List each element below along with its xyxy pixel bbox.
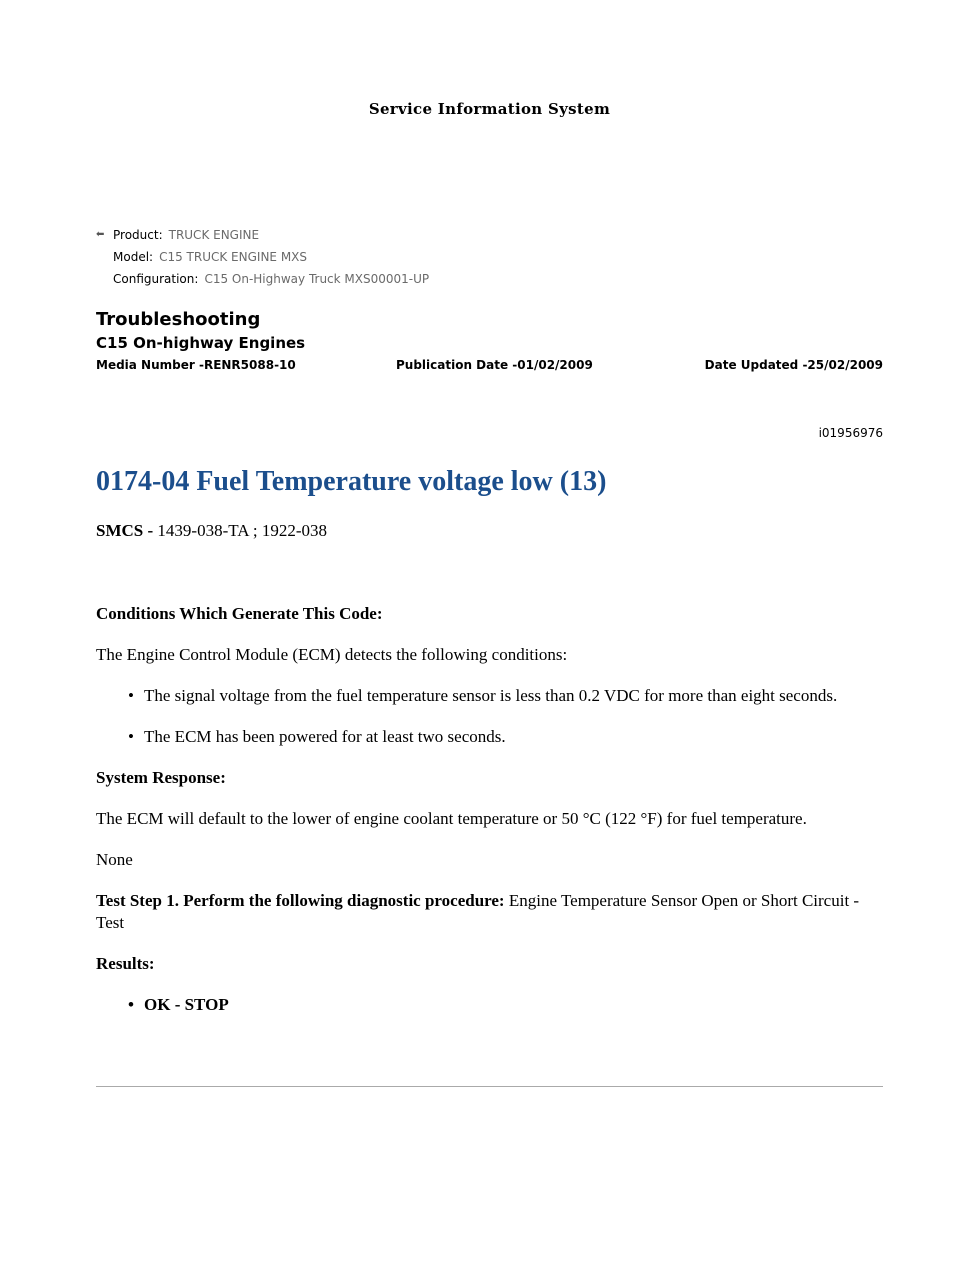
article-content bbox=[96, 462, 883, 1016]
article-heading: 0174-04 Fuel Temperature voltage low (13) bbox=[96, 466, 607, 497]
none-text: None bbox=[96, 850, 133, 869]
response-heading: System Response: bbox=[96, 768, 226, 787]
results-list bbox=[96, 994, 883, 1016]
smcs-value: 1439-038-TA ; 1922-038 bbox=[153, 521, 327, 540]
list-item: • OK - STOP bbox=[144, 994, 883, 1016]
smcs-label: SMCS - bbox=[96, 521, 154, 540]
document-title: Troubleshooting bbox=[96, 309, 261, 330]
test-step-label: Test Step 1. Perform the following diagnostic procedure: bbox=[96, 891, 505, 910]
smcs-line bbox=[96, 520, 883, 542]
divider bbox=[96, 1086, 883, 1087]
model-value: C15 TRUCK ENGINE MXS bbox=[159, 250, 308, 264]
configuration-value: C15 On-Highway Truck MXS00001-UP bbox=[204, 272, 430, 286]
document-id: i01956976 bbox=[818, 426, 883, 440]
list-item: • The signal voltage from the fuel temperature sensor is less than 0.2 VDC for more than eight seconds. bbox=[144, 685, 883, 707]
document-subtitle: C15 On-highway Engines bbox=[96, 334, 306, 352]
product-label: Product: bbox=[113, 228, 163, 242]
media-number: Media Number -RENR5088-10 bbox=[96, 358, 296, 372]
breadcrumb bbox=[96, 224, 429, 290]
model-row bbox=[96, 246, 429, 268]
publication-date: Publication Date -01/02/2009 bbox=[396, 358, 593, 372]
list-item: • The ECM has been powered for at least two seconds. bbox=[144, 726, 883, 748]
back-arrow-icon[interactable]: ⬅︎ bbox=[96, 229, 105, 240]
results-heading: Results: bbox=[96, 954, 155, 973]
date-updated: Date Updated -25/02/2009 bbox=[704, 358, 883, 372]
product-row bbox=[96, 224, 429, 246]
test-step-link[interactable]: Engine Temperature Sensor Open or Short Circuit - Test bbox=[96, 891, 860, 932]
configuration-label: Configuration: bbox=[113, 272, 199, 286]
conditions-heading: Conditions Which Generate This Code: bbox=[96, 604, 383, 623]
conditions-intro: The Engine Control Module (ECM) detects the following conditions: bbox=[96, 645, 568, 664]
configuration-row bbox=[96, 268, 429, 290]
test-step-1 bbox=[96, 890, 883, 934]
model-label: Model: bbox=[113, 250, 154, 264]
conditions-list bbox=[96, 685, 883, 748]
product-value: TRUCK ENGINE bbox=[168, 228, 260, 242]
response-text: The ECM will default to the lower of engine coolant temperature or 50 °C (122 °F) for fuel temperature. bbox=[96, 809, 807, 828]
document-meta bbox=[96, 356, 883, 374]
system-title: Service Information System bbox=[368, 100, 611, 118]
document-header bbox=[96, 308, 883, 374]
